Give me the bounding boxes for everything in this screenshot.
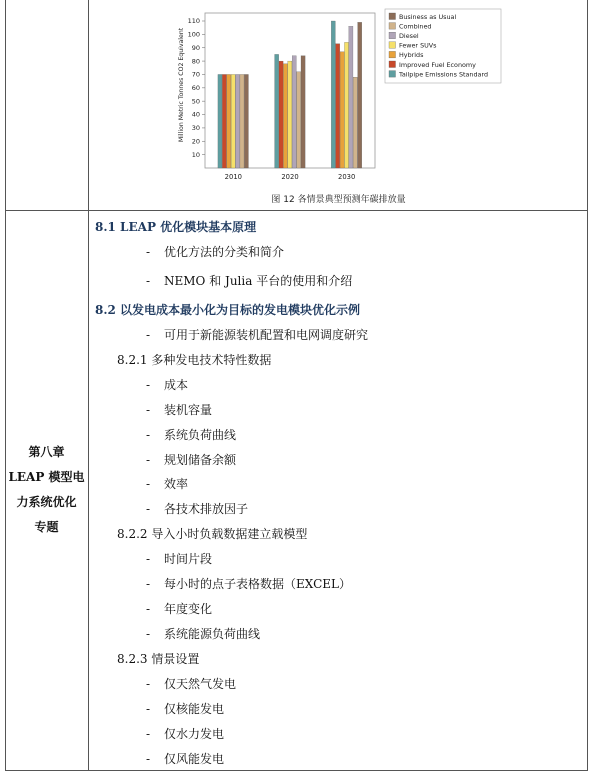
bar	[244, 74, 248, 168]
y-tick-label: 20	[191, 137, 200, 146]
legend-swatch	[389, 32, 396, 39]
list-item: - 年度变化	[146, 602, 213, 616]
y-tick-label: 30	[191, 124, 200, 133]
legend-label: Improved Fuel Economy	[399, 60, 476, 69]
bar	[331, 21, 335, 168]
bar	[344, 42, 348, 168]
bar	[227, 74, 231, 168]
legend-swatch	[389, 61, 396, 68]
y-tick-label: 50	[191, 97, 200, 106]
y-tick-label: 60	[191, 84, 200, 93]
legend-label: Fewer SUVs	[399, 41, 437, 50]
x-tick-label: 2010	[224, 173, 242, 181]
y-tick-label: 10	[191, 150, 200, 159]
legend-label: Combined	[399, 22, 432, 31]
y-axis-label: Million Metric Tonnes CO2 Equivalent	[178, 27, 185, 143]
list-item: - 仅水力发电	[146, 727, 225, 741]
x-tick-label: 2020	[281, 173, 299, 181]
chapter-line-2: LEAP 模型电	[8, 470, 85, 484]
y-tick-label: 80	[191, 57, 200, 66]
legend-swatch	[389, 13, 396, 20]
column-divider	[88, 0, 89, 771]
section-8-2-heading: 8.2 以发电成本最小化为目标的发电模块优化示例	[95, 303, 361, 317]
list-item: - 优化方法的分类和简介	[146, 245, 285, 259]
list-item: - 系统能源负荷曲线	[146, 627, 261, 641]
list-item: - 效率	[146, 477, 189, 491]
list-item: - 仅核能发电	[146, 702, 225, 716]
figure-caption: 图 12 各情景典型预测年碳排放量	[271, 195, 406, 205]
y-tick-label: 90	[191, 43, 200, 52]
chapter-title	[5, 440, 88, 540]
legend-label: Diesel	[399, 32, 419, 40]
legend-label: Tailpipe Emissions Standard	[399, 70, 489, 79]
list-item: - 各技术排放因子	[146, 502, 249, 516]
bar	[231, 74, 235, 168]
bar	[236, 74, 240, 168]
list-item: - 装机容量	[146, 403, 213, 417]
subsection-8-2-1-heading: 8.2.1 多种发电技术特性数据	[117, 353, 272, 367]
emissions-bar-chart	[170, 5, 510, 190]
bar	[292, 56, 296, 168]
bar	[336, 44, 340, 168]
bar	[297, 72, 301, 168]
bar	[358, 22, 362, 168]
list-item: - 时间片段	[146, 552, 213, 566]
bar	[349, 26, 353, 168]
legend	[385, 9, 501, 83]
legend-swatch	[389, 42, 396, 49]
bar	[218, 74, 222, 168]
subsection-8-2-2-heading: 8.2.2 导入小时负载数据建立载模型	[117, 527, 308, 541]
list-item: - 成本	[146, 378, 189, 392]
y-tick-label: 110	[187, 17, 200, 26]
legend-swatch	[389, 51, 396, 58]
list-item: - 仅天然气发电	[146, 677, 237, 691]
chapter-line-4: 专题	[34, 520, 59, 534]
bar	[301, 56, 305, 168]
bar	[279, 61, 283, 168]
y-tick-label: 70	[191, 70, 200, 79]
list-item: - 规划储备余额	[146, 453, 237, 467]
legend-label: Hybrids	[399, 51, 424, 60]
subsection-8-2-3-heading: 8.2.3 情景设置	[117, 652, 200, 666]
bar	[222, 74, 226, 168]
legend-swatch	[389, 71, 396, 78]
y-tick-label: 100	[187, 30, 200, 39]
list-item: - 仅风能发电	[146, 752, 225, 766]
list-item: - NEMO 和 Julia 平台的使用和介绍	[146, 274, 353, 288]
chapter-line-1: 第八章	[28, 445, 65, 459]
bar	[283, 64, 287, 168]
chapter-line-3: 力系统优化	[16, 495, 77, 509]
legend-label: Business as Usual	[399, 12, 457, 21]
list-item: - 系统负荷曲线	[146, 428, 237, 442]
y-tick-label: 40	[191, 110, 200, 119]
section-8-1-heading: 8.1 LEAP 优化模块基本原理	[95, 220, 257, 234]
list-item: - 可用于新能源装机配置和电网调度研究	[146, 328, 369, 342]
legend-swatch	[389, 23, 396, 30]
bar	[240, 74, 244, 168]
list-item: - 每小时的点子表格数据（EXCEL）	[146, 577, 352, 591]
bar	[340, 52, 344, 168]
bar	[353, 77, 357, 168]
bar	[288, 61, 292, 168]
bar	[275, 54, 279, 168]
x-tick-label: 2030	[338, 173, 356, 181]
row-divider	[5, 210, 588, 211]
